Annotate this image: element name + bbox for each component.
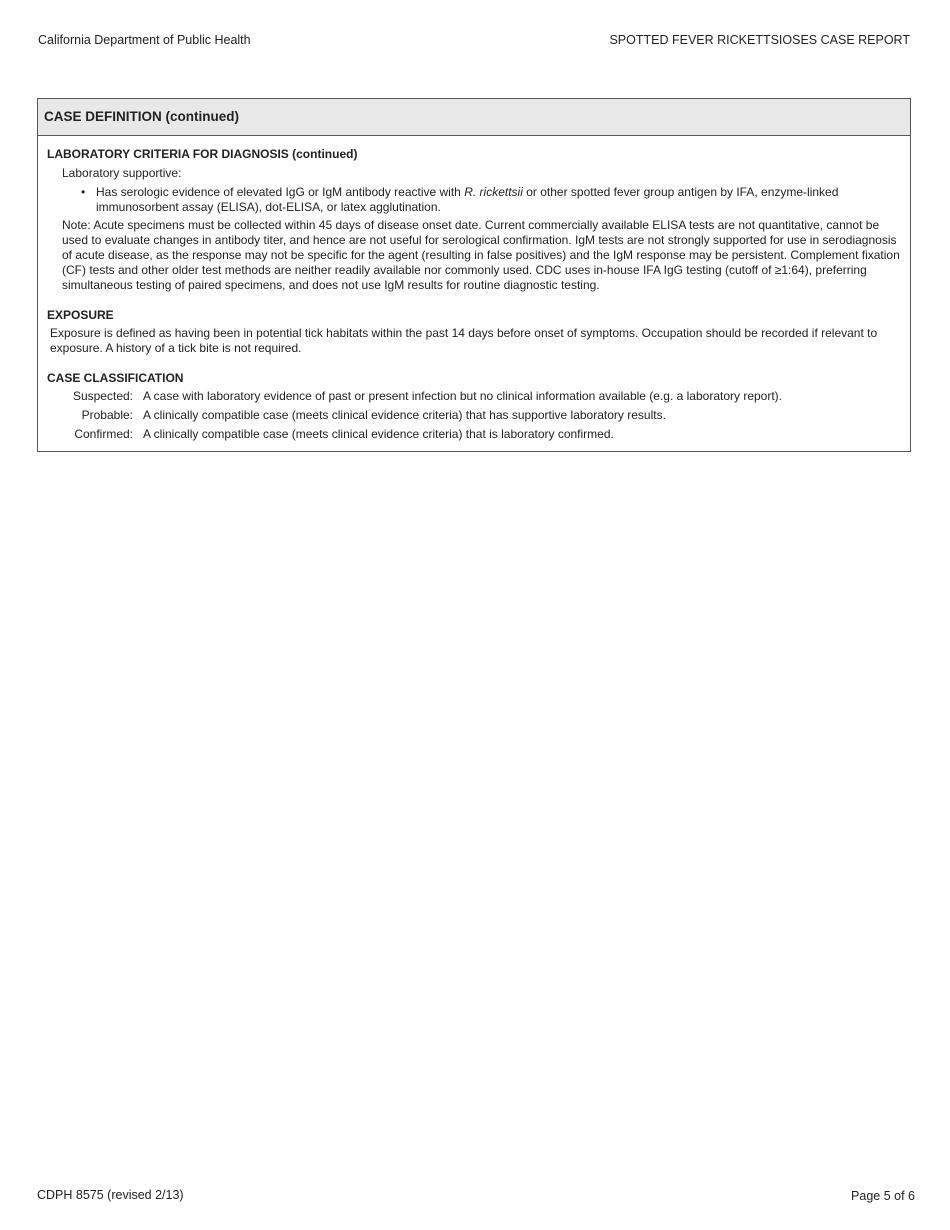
exposure-heading: EXPOSURE (47, 308, 114, 322)
classification-text: A clinically compatible case (meets clinical evidence criteria) that is laboratory confirmed. (143, 427, 614, 441)
lab-criteria-heading: LABORATORY CRITERIA FOR DIAGNOSIS (continued) (47, 147, 358, 161)
bullet-text-pre: Has serologic evidence of elevated IgG or IgM antibody reactive with (96, 185, 465, 199)
classification-row-probable (38, 408, 908, 423)
bullet-text-post: or other spotted fever group antigen by IFA, enzyme-linked immunosorbent assay (ELISA), dot-ELISA, or latex agglutination. (96, 185, 839, 214)
classification-row-suspected (38, 389, 908, 404)
lab-supportive-bullet (96, 185, 896, 215)
lab-note: Note: Acute specimens must be collected within 45 days of disease onset date. Current commercially available ELISA tests are not quantitative, cannot be used to evaluate changes in antibody titer, and hence are not useful for serological confirmation. IgM tests are not strongly supported for use in serodiagnosis of acute disease, as the response may not be specific for the agent (resulting in false positives) and the IgM response may be persistent. Complement fixation (CF) tests and other older test methods are neither readily available nor commonly used. CDC uses in-house IFA IgG testing (cutoff of ≥1:64), preferring simultaneous testing of paired specimens, and does not use IgM results for routine diagnostic testing. (62, 218, 900, 292)
classification-label: Confirmed: (74, 427, 133, 441)
header-agency: California Department of Public Health (38, 33, 251, 47)
case-definition-box (37, 98, 911, 452)
classification-label: Suspected: (72, 389, 133, 403)
classification-text: A clinically compatible case (meets clinical evidence criteria) that has supportive laboratory results. (143, 408, 666, 422)
exposure-text: Exposure is defined as having been in potential tick habitats within the past 14 days before onset of symptoms. Occupation should be recorded if relevant to exposure. A history of a tick bite is not required. (50, 326, 878, 355)
classification-row-confirmed (38, 427, 908, 442)
footer-page-number: Page 5 of 6 (851, 1189, 915, 1203)
footer-form-number: CDPH 8575 (revised 2/13) (37, 1188, 184, 1202)
classification-heading: CASE CLASSIFICATION (47, 371, 184, 385)
bullet-marker: • (81, 185, 86, 199)
box-title: CASE DEFINITION (continued) (38, 99, 910, 136)
classification-label: Probable: (81, 408, 133, 422)
lab-supportive-label: Laboratory supportive: (62, 166, 182, 180)
classification-text: A case with laboratory evidence of past or present infection but no clinical information available (e.g. a laboratory report). (143, 389, 783, 403)
header-report-title: SPOTTED FEVER RICKETTSIOSES CASE REPORT (609, 33, 910, 47)
bullet-text-italic: R. rickettsii (464, 185, 523, 199)
